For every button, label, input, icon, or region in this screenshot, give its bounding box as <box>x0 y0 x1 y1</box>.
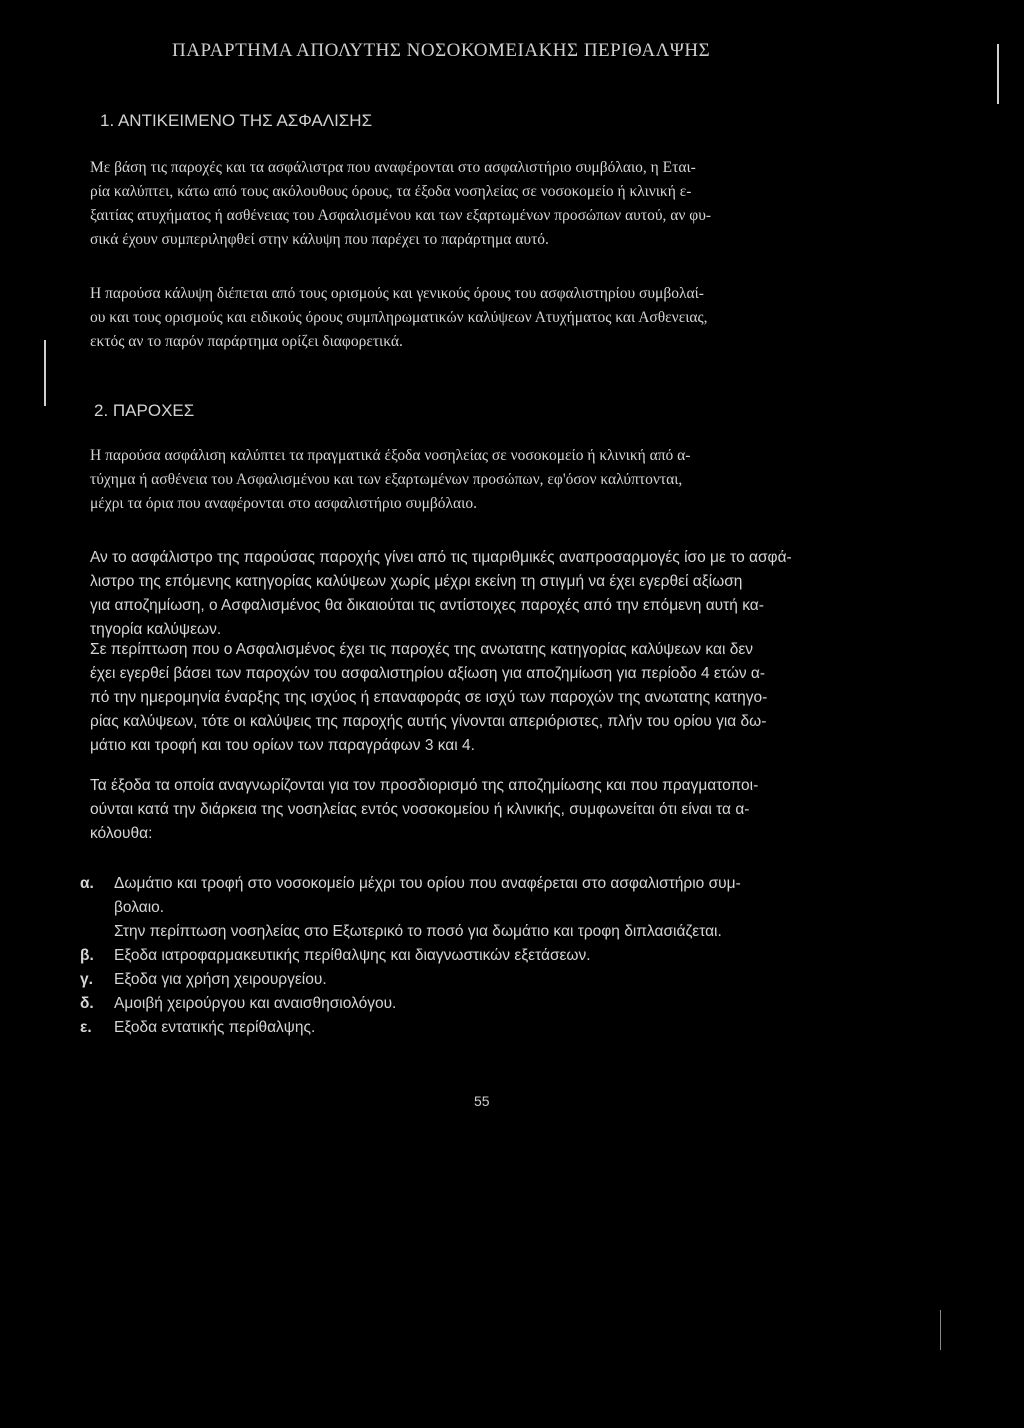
section-1-paragraph-1 <box>90 156 890 252</box>
text-line: Αν το ασφάλιστρο της παρούσας παροχής γίνει από τις τιμαριθμικές αναπροσαρμογές ίσο με το ασφά- <box>90 549 792 566</box>
text-line: σικά έχουν συμπεριληφθεί στην κάλυψη που παρέχει το παράρτημα αυτό. <box>90 231 549 248</box>
list-item-text: Εξοδα ιατροφαρμακευτικής περίθαλψης και διαγνωστικών εξετάσεων. <box>114 947 591 964</box>
list-item-text: Στην περίπτωση νοσηλείας στο Εξωτερικό το ποσό για δωμάτιο και τροφη διπλασιάζεται. <box>114 923 722 940</box>
text-line: έχει εγερθεί βάσει των παροχών του ασφαλιστηρίου αξίωση για αποζημίωση για περίοδο 4 ετών α- <box>90 665 766 682</box>
list-marker: γ. <box>80 971 93 988</box>
page-number: 55 <box>474 1093 490 1109</box>
text-line: εκτός αν το παρόν παράρτημα ορίζει διαφορετικά. <box>90 333 403 350</box>
text-line: ρία καλύπτει, κάτω από τους ακόλουθους όρους, τα έξοδα νοσηλείας σε νοσοκομείο ή κλινική ε- <box>90 183 692 200</box>
text-line: για αποζημίωση, ο Ασφαλισμένος θα δικαιούται τις αντίστοιχες παροχές από την επόμενη αυτή κα- <box>90 597 764 614</box>
text-line: Η παρούσα κάλυψη διέπεται από τους ορισμούς και γενικούς όρους του ασφαλιστηρίου συμβολαί- <box>90 285 704 302</box>
expenses-list <box>80 872 900 1040</box>
text-line: Σε περίπτωση που ο Ασφαλισμένος έχει τις παροχές της ανωτατης κατηγορίας καλύψεων και δεν <box>90 641 753 658</box>
section-2-heading: 2. ΠΑΡΟΧΕΣ <box>94 401 195 420</box>
list-item <box>80 992 900 1016</box>
list-item-text: Εξοδα εντατικής περίθαλψης. <box>114 1019 316 1036</box>
text-line: Τα έξοδα τα οποία αναγνωρίζονται για τον προσδιορισμό της αποζημίωσης και που πραγματοποι- <box>90 777 759 794</box>
text-line: μάτιο και τροφή και του ορίων των παραγράφων 3 και 4. <box>90 737 475 754</box>
list-marker: ε. <box>80 1019 92 1036</box>
list-item <box>80 872 900 944</box>
list-item-text: βολαιο. <box>114 899 165 916</box>
list-marker: α. <box>80 875 94 892</box>
scan-edge-line-top-right <box>997 44 999 104</box>
section-2-paragraph-4 <box>90 774 890 846</box>
text-line: τηγορία καλύψεων. <box>90 621 222 638</box>
list-item-text: Εξοδα για χρήση χειρουργείου. <box>114 971 327 988</box>
text-line: πό την ημερομηνία έναρξης της ισχύος ή επαναφοράς σε ισχύ των παροχών της ανωτατης κατηγο- <box>90 689 768 706</box>
scan-edge-line-left <box>44 340 46 406</box>
list-item <box>80 944 900 968</box>
text-line: ούνται κατά την διάρκεια της νοσηλείας εντός νοσοκομείου ή κλινικής, συμφωνείται ότι είναι τα α- <box>90 801 750 818</box>
text-line: Η παρούσα ασφάλιση καλύπτει τα πραγματικά έξοδα νοσηλείας σε νοσοκομείο ή κλινική από α- <box>90 447 691 464</box>
section-2-paragraph-3 <box>90 638 890 758</box>
list-item-text: Αμοιβή χειρούργου και αναισθησιολόγου. <box>114 995 397 1012</box>
text-line: λιστρο της επόμενης κατηγορίας καλύψεων χωρίς μέχρι εκείνη τη στιγμή να έχει εγερθεί αξίωση <box>90 573 743 590</box>
list-item <box>80 1016 900 1040</box>
section-2-paragraph-1 <box>90 444 890 516</box>
text-line: Με βάση τις παροχές και τα ασφάλιστρα που αναφέρονται στο ασφαλιστήριο συμβόλαιο, η Εται- <box>90 159 696 176</box>
section-1-paragraph-2 <box>90 282 890 354</box>
text-line: τύχημα ή ασθένεια του Ασφαλισμένου και των εξαρτωμένων προσώπων, εφ'όσον καλύπτονται, <box>90 471 683 488</box>
list-marker: β. <box>80 947 94 964</box>
text-line: κόλουθα: <box>90 825 153 842</box>
text-line: μέχρι τα όρια που αναφέρονται στο ασφαλιστήριο συμβόλαιο. <box>90 495 477 512</box>
list-item-text: Δωμάτιο και τροφή στο νοσοκομείο μέχρι του ορίου που αναφέρεται στο ασφαλιστήριο συμ- <box>114 875 741 892</box>
section-2-paragraph-2 <box>90 546 890 642</box>
text-line: ξαιτίας ατυχήματος ή ασθένειας του Ασφαλισμένου και των εξαρτωμένων προσώπων αυτού, αν φυ- <box>90 207 712 224</box>
list-item <box>80 968 900 992</box>
scan-edge-line-bottom-right <box>940 1310 941 1350</box>
document-title: ΠΑΡΑΡΤΗΜΑ ΑΠΟΛΥΤΗΣ ΝΟΣΟΚΟΜΕΙΑΚΗΣ ΠΕΡΙΘΑΛΨΗΣ <box>172 40 711 61</box>
list-marker: δ. <box>80 995 94 1012</box>
text-line: ρίας καλύψεων, τότε οι καλύψεις της παροχής αυτής γίνονται απεριόριστες, πλήν του ορίου για δω- <box>90 713 767 730</box>
section-1-heading: 1. ΑΝΤΙΚΕΙΜΕΝΟ ΤΗΣ ΑΣΦΑΛΙΣΗΣ <box>100 111 373 130</box>
text-line: ου και τους ορισμούς και ειδικούς όρους συμπληρωματικών καλύψεων Ατυχήματος και Ασθενειας, <box>90 309 708 326</box>
